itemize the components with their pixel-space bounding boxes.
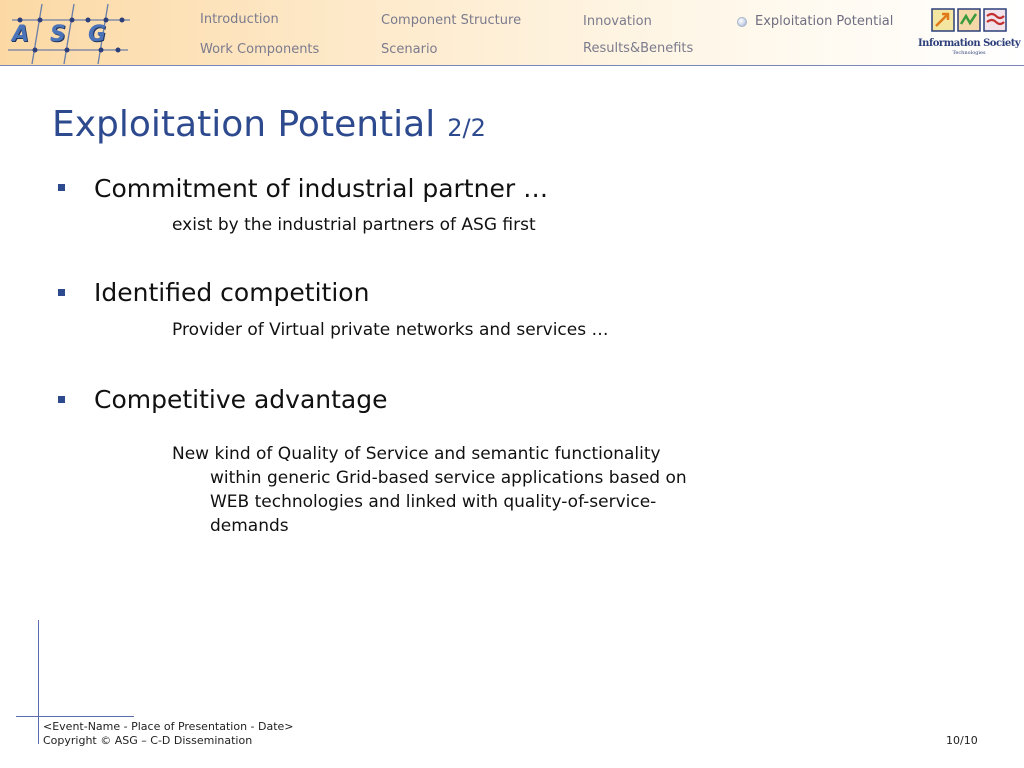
bullet-heading-advantage: Competitive advantage <box>94 385 388 414</box>
nav-work-components[interactable]: Work Components <box>200 42 320 57</box>
footer-vertical-rule <box>38 620 39 744</box>
page-number: 10/10 <box>946 734 978 747</box>
footer-copyright: Copyright © ASG – C-D Dissemination <box>43 734 253 747</box>
nav-innovation[interactable]: Innovation <box>583 14 652 29</box>
asg-logo[interactable] <box>0 0 140 66</box>
slide-title-page: 2/2 <box>447 114 486 142</box>
ist-logo-subtitle: Technologies <box>952 50 986 56</box>
footer-horizontal-rule <box>16 716 134 717</box>
bullet-detail-competition: Provider of Virtual private networks and services … <box>172 320 609 340</box>
slide-title-main: Exploitation Potential <box>52 104 436 145</box>
slide-title <box>52 104 486 145</box>
nav-introduction[interactable]: Introduction <box>200 12 279 27</box>
logo-letter-a: A <box>12 22 30 47</box>
logo-letter-s: S <box>50 22 66 47</box>
nav-results-benefits[interactable]: Results&Benefits <box>583 41 694 56</box>
bullet-square-icon <box>58 396 65 403</box>
advantage-line-2: within generic Grid-based service applications based on <box>210 468 687 488</box>
ist-logo-title: Information Society <box>918 38 1021 49</box>
footer-event: <Event-Name - Place of Presentation - Date> <box>43 720 294 733</box>
bullet-detail-commitment: exist by the industrial partners of ASG first <box>172 215 536 235</box>
logo-letter-g: G <box>88 22 107 47</box>
bullet-square-icon <box>58 289 65 296</box>
advantage-line-1: New kind of Quality of Service and semantic functionality <box>172 444 661 464</box>
nav-exploitation-potential[interactable]: Exploitation Potential <box>755 14 894 29</box>
advantage-line-4: demands <box>210 516 289 536</box>
active-nav-indicator-icon <box>737 17 747 27</box>
nav-scenario[interactable]: Scenario <box>381 42 438 57</box>
bullet-square-icon <box>58 184 65 191</box>
advantage-line-3: WEB technologies and linked with quality-of-service- <box>210 492 657 512</box>
bullet-detail-advantage <box>172 442 782 538</box>
bullet-heading-commitment: Commitment of industrial partner … <box>94 174 549 203</box>
bullet-heading-competition: Identified competition <box>94 278 370 307</box>
nav-component-structure[interactable]: Component Structure <box>381 13 522 28</box>
header-bar <box>0 0 1024 66</box>
